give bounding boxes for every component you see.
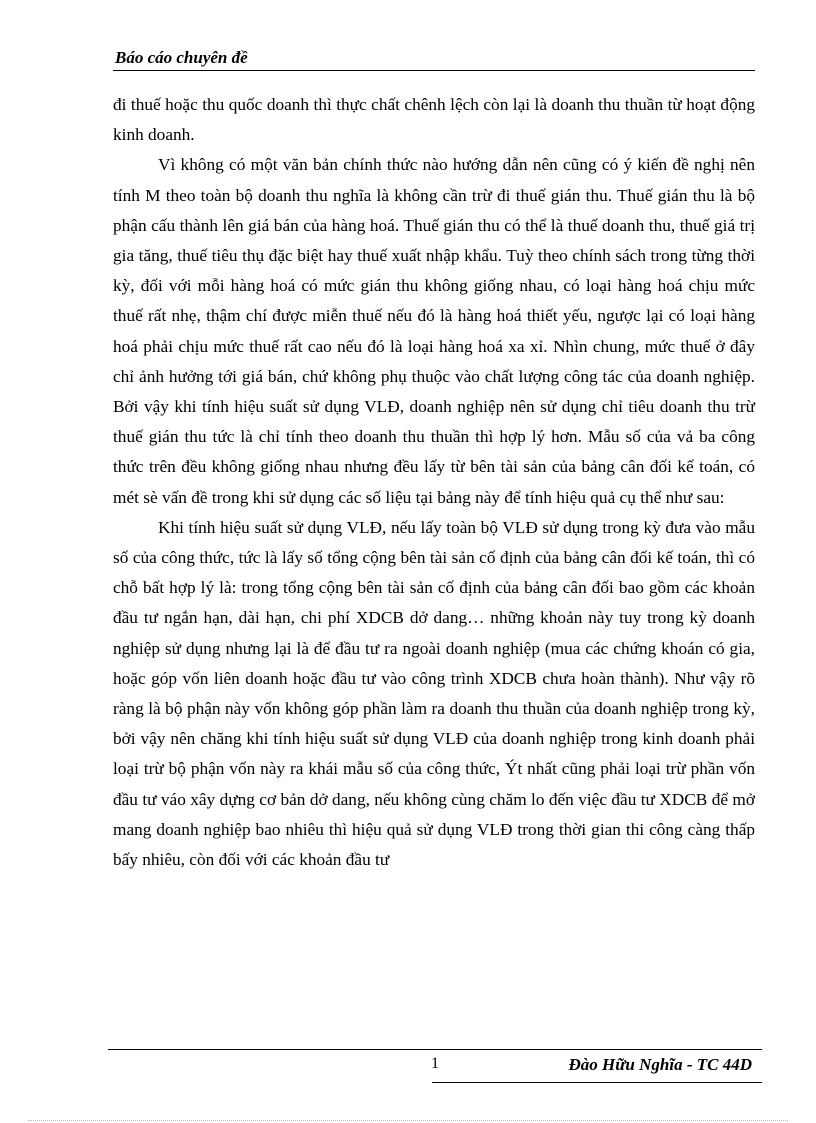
- paragraph-continuation: đi thuế hoặc thu quốc doanh thì thực chất chênh lệch còn lại là doanh thu thuần từ hoạt động kinh doanh.: [113, 95, 755, 145]
- paragraph-working-capital: Khi tính hiệu suất sử dụng VLĐ, nếu lấy toàn bộ VLĐ sử dụng trong kỳ đưa vào mẫu số của công thức, tức là lấy số tổng cộng bên tài sản cố định của bảng cân đối kế toán, thì có chỗ bất hợp lý là: trong tổng cộng bên tài sản cố định của bảng cân đối bao gồm các khoản đầu tư ngắn hạn, dài hạn, chi phí XDCB dở dang… những khoản này tuy trong kỳ doanh nghiệp sử dụng nhưng lại là để đầu tư ra ngoài doanh nghiệp (mua các chứng khoán có gia, hoặc góp vốn liên doanh hoặc đầu tư vào công trình XDCB chưa hoàn thành). Như vậy rõ ràng là bộ phận này vốn không góp phần làm ra doanh thu thuần của doanh nghiệp trong kỳ, bởi vậy nên chăng khi tính hiệu suất sử dụng VLĐ của doanh nghiệp trong kinh doanh phải loại trừ bộ phận vốn này ra khái mẫu số của công thức, Ýt nhất cũng phải loại trừ phần vốn đầu tư váo xây dựng cơ bản dở dang, nếu không cùng chăm lo đến việc đầu tư XDCB để mở mang doanh nghiệp bao nhiêu thì hiệu quả sử dụng VLĐ trong thời gian thi công càng thấp bấy nhiêu, còn đối với các khoản đầu tư: [113, 517, 755, 870]
- paragraph-indirect-tax: Vì không có một văn bản chính thức nào hướng dẫn nên cũng có ý kiến đề nghị nên tính M theo toàn bộ doanh thu nghĩa là không cần trừ đi thuế gián thu. Thuế gián thu là bộ phận cấu thành lên giá bán của hàng hoá. Thuế gián thu có thể là thuế doanh thu, thuế giá trị gia tăng, thuế tiêu thụ đặc biệt hay thuế xuất nhập khẩu. Tuỳ theo chính sách trong từng thời kỳ, đối với mỗi hàng hoá có mức gián thu không giống nhau, có loại hàng hoá chịu mức thuế rất nhẹ, thậm chí được miễn thuế nếu đó là hàng hoá thiết yếu, ngược lại có loại hàng hoá phải chịu mức thuế rất cao nếu đó là loại hàng hoá xa xỉ. Nhìn chung, mức thuế ở đây chỉ ảnh hưởng tới giá bán, chứ không phụ thuộc vào chất lượng công tác của doanh nghiệp. Bởi vậy khi tính hiệu suất sử dụng VLĐ, doanh nghiệp nên sử dụng chỉ tiêu doanh thu trừ thuế gián thu tức là chỉ tính theo doanh thu thuần thì hợp lý hơn. Mẫu số của vả ba công thức trên đều không giống nhau nhưng đều lấy từ bên tài sản của bảng cân đối kế toán, có mét sè vấn đề trong khi sử dụng các số liệu tại bảng này để tính hiệu quả cụ thể như sau:: [113, 155, 755, 507]
- page-number: 1: [431, 1055, 439, 1072]
- header-title: Báo cáo chuyên đề: [115, 48, 248, 67]
- footer-divider: [108, 1049, 762, 1050]
- page-header: [113, 48, 755, 71]
- document-body: [113, 90, 755, 875]
- page-edge-dotted-line: [28, 1120, 788, 1121]
- footer-bottom-divider: [432, 1082, 762, 1083]
- footer-author: Đào Hữu Nghĩa - TC 44D: [568, 1055, 752, 1074]
